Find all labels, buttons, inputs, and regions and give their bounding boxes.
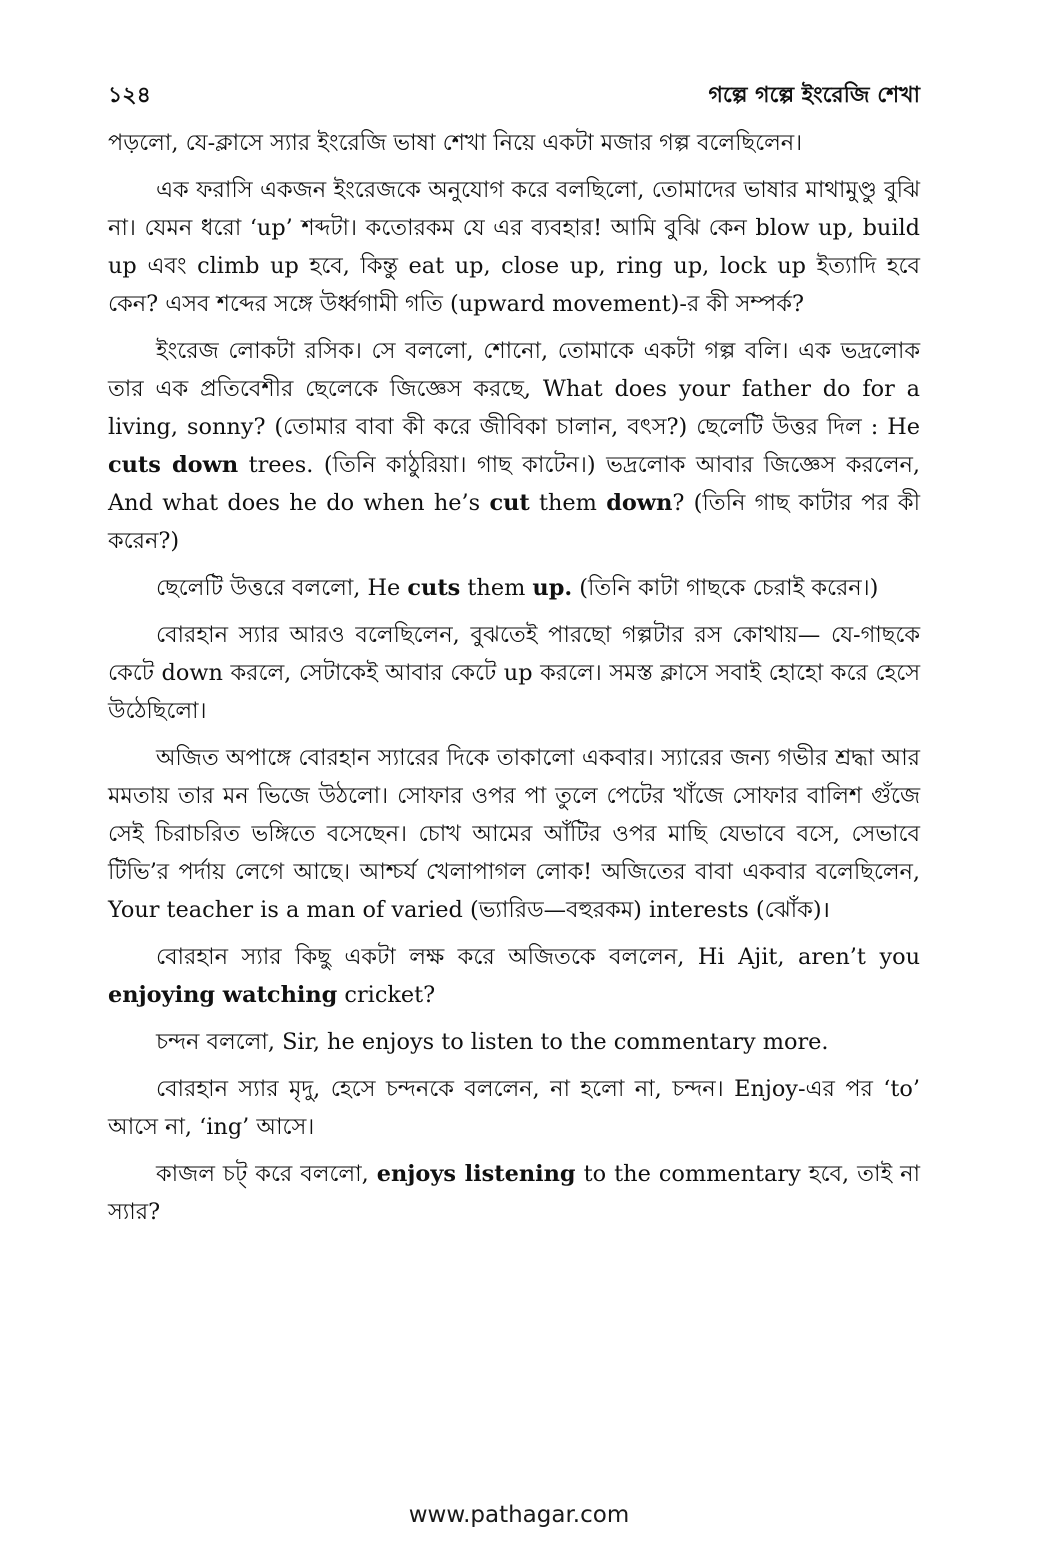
text-run: to the commentary হবে, তাই না স্যার? [108,1161,921,1225]
text-run: them [529,490,607,516]
text-run: বোরহান স্যার আরও বলেছিলেন, বুঝতেই পারছো গল্পটার রস কোথায়— যে-গাছকে কেটে down করলে, সেটাকেই আবার কেটে up করলে। সমস্ত ক্লাসে সবাই হোহো করে হেসে উঠেছিলো। [108,622,920,724]
bold-phrase: cuts [407,575,461,601]
paragraph [108,1023,920,1061]
bold-phrase: up. [532,575,573,601]
paragraph [108,616,920,730]
paragraph [108,1155,920,1231]
book-page [108,70,920,1470]
text-run: (তিনি কাটা গাছকে চেরাই করেন।) [572,575,879,601]
paragraph [108,332,920,560]
paragraph [108,938,920,1014]
text-run: এক ফরাসি একজন ইংরেজকে অনুযোগ করে বলছিলো, তোমাদের ভাষার মাথামুণ্ডু বুঝি না। যেমন ধরো ‘up’ শব্দটা। কতোরকম যে এর ব্যবহার! আমি বুঝি কেন blow up, build up এবং climb up হবে, কিন্তু eat up, close up, ring up, lock up ইত্যাদি হবে কেন? এসব শব্দের সঙ্গে উর্ধ্বগামী গতি (upward movement)-র কী সম্পর্ক? [108,177,920,317]
text-run: বোরহান স্যার কিছু একটা লক্ষ করে অজিতকে বললেন, Hi Ajit, aren’t you [156,944,920,970]
page-header [108,70,920,114]
page-body [108,124,920,1231]
paragraph [108,124,920,162]
text-run: ছেলেটি উত্তরে বললো, He [156,575,408,601]
text-run: ইংরেজ লোকটা রসিক। সে বললো, শোনো, তোমাকে একটা গল্প বলি। এক ভদ্রলোক তার এক প্রতিবেশীর ছেলেকে জিজ্ঞেস করছে, What does your father do for a living, sonny? (তোমার বাবা কী করে জীবিকা চালান, বৎস?) ছেলেটি উত্তর দিল : He [108,338,920,440]
text-run: ? (তিনি গাছ কাটার পর কী করেন?) [108,490,920,554]
paragraph [108,171,920,323]
text-run: cricket? [337,982,436,1008]
paragraph [108,1070,920,1146]
footer-url[interactable]: www.pathagar.com [408,1502,630,1528]
bold-phrase: enjoying watching [108,982,338,1008]
text-run: কাজল চট্ করে বললো, [156,1161,377,1187]
text-run: পড়লো, যে-ক্লাসে স্যার ইংরেজি ভাষা শেখা নিয়ে একটা মজার গল্প বলেছিলেন। [108,130,803,156]
bold-phrase: enjoys listening [376,1161,576,1187]
bold-phrase: cut [489,490,530,516]
paragraph [108,739,920,929]
bold-phrase: down [606,490,673,516]
bold-phrase: cuts down [108,452,239,478]
text-run: অজিত অপাঙ্গে বোরহান স্যারের দিকে তাকালো একবার। স্যারের জন্য গভীর শ্রদ্ধা আর মমতায় তার মন ভিজে উঠলো। সোফার ওপর পা তুলে পেটের খাঁজে সোফার বালিশ গুঁজে সেই চিরাচরিত ভঙ্গিতে বসেছেন। চোখ আমের আঁটির ওপর মাছি যেভাবে বসে, সেভাবে টিভি’র পর্দায় লেগে আছে। আশ্চর্য খেলাপাগল লোক! অজিতের বাবা একবার বলেছিলেন, Your teacher is a man of varied (ভ্যারিড—বহুরকম) interests (ঝোঁক)। [108,745,920,923]
text-run: বোরহান স্যার মৃদু, হেসে চন্দনকে বললেন, না হলো না, চন্দন। Enjoy-এর পর ‘to’ আসে না, ‘ing’ আসে। [108,1076,920,1140]
running-head: গল্পে গল্পে ইংরেজি শেখা [708,83,920,108]
paragraph [108,569,920,607]
page-number: ১২৪ [108,83,151,108]
text-run: trees. (তিনি কাঠুরিয়া। গাছ কাটেন।) ভদ্রলোক আবার জিজ্ঞেস করলেন, And what does he do when he’s [108,452,920,516]
text-run: চন্দন বললো, Sir, he enjoys to listen to the commentary more. [156,1029,829,1055]
text-run: them [460,575,533,601]
